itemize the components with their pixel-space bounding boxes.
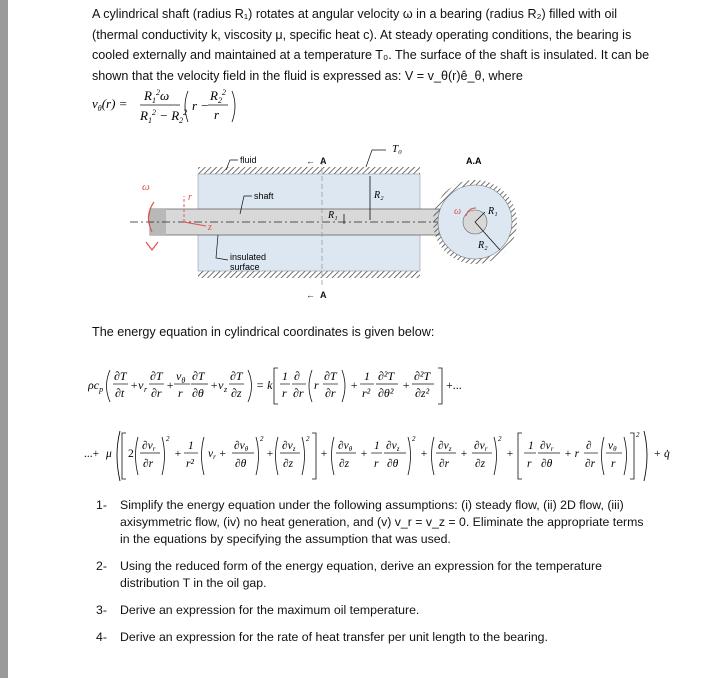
question-item — [96, 629, 656, 646]
section-r2-label: R₂ — [478, 240, 488, 251]
svg-text:∂T: ∂T — [192, 369, 205, 383]
question-text: Derive an expression for the maximum oil temperature. — [120, 603, 420, 617]
fluid-label: fluid — [240, 155, 257, 165]
svg-text:∂²T: ∂²T — [378, 369, 395, 383]
svg-text:∂z: ∂z — [283, 458, 294, 470]
energy-intro: The energy equation in cylindrical coordinates is given below: — [92, 325, 435, 339]
svg-text:∂θ²: ∂θ² — [378, 386, 394, 400]
question-number: 3- — [96, 603, 107, 617]
page-edge — [0, 0, 8, 678]
section-label-bottom: A — [320, 290, 327, 300]
svg-text:∂T: ∂T — [150, 369, 163, 383]
question-list — [96, 497, 656, 656]
svg-text:ρcp: $\rho c_p$ — [88, 378, 104, 394]
svg-text:+v: +v — [210, 378, 224, 392]
question-item — [96, 558, 656, 592]
svg-text:∂vz: ∂vz — [386, 440, 400, 453]
svg-text:∂z²: ∂z² — [415, 386, 430, 400]
svg-text:r²: r² — [186, 458, 194, 470]
svg-text:r: r — [374, 458, 379, 470]
svg-text:vθ: vθ — [608, 440, 617, 453]
svg-text:+: + — [350, 378, 359, 392]
svg-text:∂vr: ∂vr — [142, 440, 156, 453]
svg-text:+: + — [320, 448, 328, 460]
t0-label: T₀ — [392, 143, 402, 155]
problem-text: A cylindrical shaft (radius R₁) rotates at angular velocity ω in a bearing (radius R₂) filled with oil (thermal conductivity k, viscosity μ, specific heat c). At steady operating conditions, the bearing is cooled externally and maintained at a temperature T₀. The surface of the shaft is insulated. It can be shown that the velocity field in the fluid is expressed as: V = v_θ(r)ê_θ, where — [92, 7, 650, 83]
svg-text:∂vr: ∂vr — [474, 440, 488, 453]
svg-text:vθ: $v_\theta$ — [176, 369, 186, 385]
svg-text:= k: = k — [256, 378, 273, 392]
svg-text:r −: r − — [192, 98, 210, 113]
svg-text:R12 − R22: $R_1^2 - R_2^2$ — [140, 108, 188, 125]
svg-text:2: 2 — [412, 435, 416, 443]
question-number: 4- — [96, 630, 107, 644]
svg-text:+: + — [420, 448, 428, 460]
svg-text:∂r: ∂r — [143, 458, 154, 470]
r1-label: R₁ — [328, 210, 338, 221]
svg-text:∂T: ∂T — [230, 369, 243, 383]
svg-text:∂r: ∂r — [325, 386, 336, 400]
svg-text:2: 2 — [498, 435, 502, 443]
dissipation-equation — [84, 425, 724, 485]
section-view-label: A.A — [466, 156, 482, 166]
svg-text:2: 2 — [128, 448, 134, 460]
shaft-label: shaft — [254, 191, 274, 201]
problem-paragraph — [92, 4, 652, 86]
svg-text:+v: +v — [130, 378, 144, 392]
svg-text:+...: +... — [446, 378, 462, 392]
svg-text:∂r: ∂r — [293, 386, 304, 400]
svg-text:∂θ: ∂θ — [192, 386, 204, 400]
svg-text:2: 2 — [166, 435, 170, 443]
svg-text:∂T: ∂T — [324, 369, 337, 383]
svg-text:1: 1 — [374, 440, 380, 452]
svg-text:∂z: ∂z — [339, 458, 350, 470]
svg-text:R22: $R_2^2$ — [210, 88, 226, 105]
bearing-wall-top — [198, 167, 420, 174]
energy-equation — [88, 362, 688, 412]
svg-text:r: r — [214, 107, 220, 122]
question-text: Derive an expression for the rate of heat transfer per unit length to the bearing. — [120, 630, 548, 644]
surface-label: surface — [230, 262, 260, 272]
svg-text:∂z: ∂z — [475, 458, 486, 470]
svg-text:R12ω: $R_1^2\omega$ — [144, 88, 170, 105]
question-number: 2- — [96, 559, 107, 573]
svg-text:∂vr: ∂vr — [540, 440, 554, 453]
r2-label: R₂ — [374, 190, 384, 201]
svg-text:r²: r² — [362, 386, 371, 400]
z-axis-label: z — [208, 222, 212, 233]
svg-text:+: + — [166, 378, 175, 392]
r-axis-label: r — [188, 192, 192, 203]
section-arrow-top: ← — [306, 156, 315, 166]
svg-text:∂: ∂ — [294, 369, 300, 383]
svg-text:∂θ: ∂θ — [541, 458, 553, 470]
svg-text:∂r: ∂r — [585, 458, 596, 470]
svg-text:...+: ...+ — [84, 448, 100, 460]
velocity-formula-text: v_θ(r) = R₁²ω / (R₁² − R₂²) · (r − R₂²/r) — [92, 86, 108, 87]
bearing-wall-bottom — [198, 271, 420, 278]
svg-text:+: + — [266, 448, 274, 460]
svg-text:+: + — [654, 448, 661, 460]
svg-text:r: r — [527, 458, 532, 470]
svg-text:2: 2 — [260, 435, 264, 443]
question-number: 1- — [96, 498, 107, 512]
svg-text:∂vz: ∂vz — [282, 440, 296, 453]
svg-text:+: + — [506, 448, 514, 460]
svg-text:∂vθ: ∂vθ — [234, 440, 249, 453]
omega-label: ω — [142, 181, 150, 193]
svg-text:r: r — [144, 385, 148, 394]
svg-text:+ r: + r — [564, 448, 580, 460]
svg-text:∂T: ∂T — [114, 369, 127, 383]
question-text: Using the reduced form of the energy equation, derive an expression for the temperature distribution T in the oil gap. — [120, 559, 602, 590]
svg-text:+: + — [174, 448, 182, 460]
svg-text:∂²T: ∂²T — [414, 369, 431, 383]
section-label-top: A — [320, 156, 327, 166]
section-omega-label: ω — [454, 206, 462, 217]
svg-text:+: + — [460, 448, 468, 460]
svg-text:r: r — [178, 386, 183, 400]
svg-text:∂: ∂ — [586, 440, 592, 452]
svg-text:2: 2 — [636, 431, 640, 439]
svg-text:μ: μ — [106, 448, 112, 460]
bearing-diagram — [130, 140, 530, 315]
svg-text:z: z — [224, 385, 228, 394]
t0-leader — [366, 150, 386, 167]
svg-text:vr +: vr + — [208, 448, 227, 461]
svg-text:2: 2 — [306, 435, 310, 443]
svg-text:+: + — [402, 378, 411, 392]
svg-text:∂t: ∂t — [115, 386, 125, 400]
rotation-arrowhead — [146, 242, 158, 250]
svg-text:1: 1 — [282, 369, 288, 383]
svg-text:∂vz: ∂vz — [438, 440, 452, 453]
svg-text:vθ(r) =: $v_\theta(r)$ = — [92, 96, 128, 113]
svg-text:∂r: ∂r — [151, 386, 162, 400]
section-r1-label: R₁ — [488, 206, 498, 217]
svg-text:∂r: ∂r — [439, 458, 450, 470]
svg-text:∂θ: ∂θ — [387, 458, 399, 470]
insulated-label: insulated — [230, 252, 267, 262]
svg-text:r: r — [611, 458, 616, 470]
svg-text:r: r — [314, 378, 319, 392]
svg-text:r: r — [282, 386, 287, 400]
question-item — [96, 602, 656, 619]
question-text: Simplify the energy equation under the following assumptions: (i) steady flow, (ii) 2D flow, (iii) axisymmetric flow, (iv) no heat generation, and (v) v_r = v_z = 0. Eliminate the appropriate terms in the equations by specifying the assumption that was used. — [120, 498, 644, 546]
section-arrow-bottom: ← — [306, 290, 315, 300]
svg-text:q̇: q̇ — [664, 448, 670, 460]
svg-text:1: 1 — [528, 440, 534, 452]
svg-text:∂z: ∂z — [231, 386, 242, 400]
svg-text:1: 1 — [188, 440, 194, 452]
svg-text:1: 1 — [364, 369, 370, 383]
svg-text:∂vθ: ∂vθ — [338, 440, 353, 453]
velocity-equation — [92, 86, 292, 126]
svg-text:+: + — [360, 448, 368, 460]
svg-text:∂θ: ∂θ — [235, 458, 247, 470]
question-item — [96, 497, 656, 548]
